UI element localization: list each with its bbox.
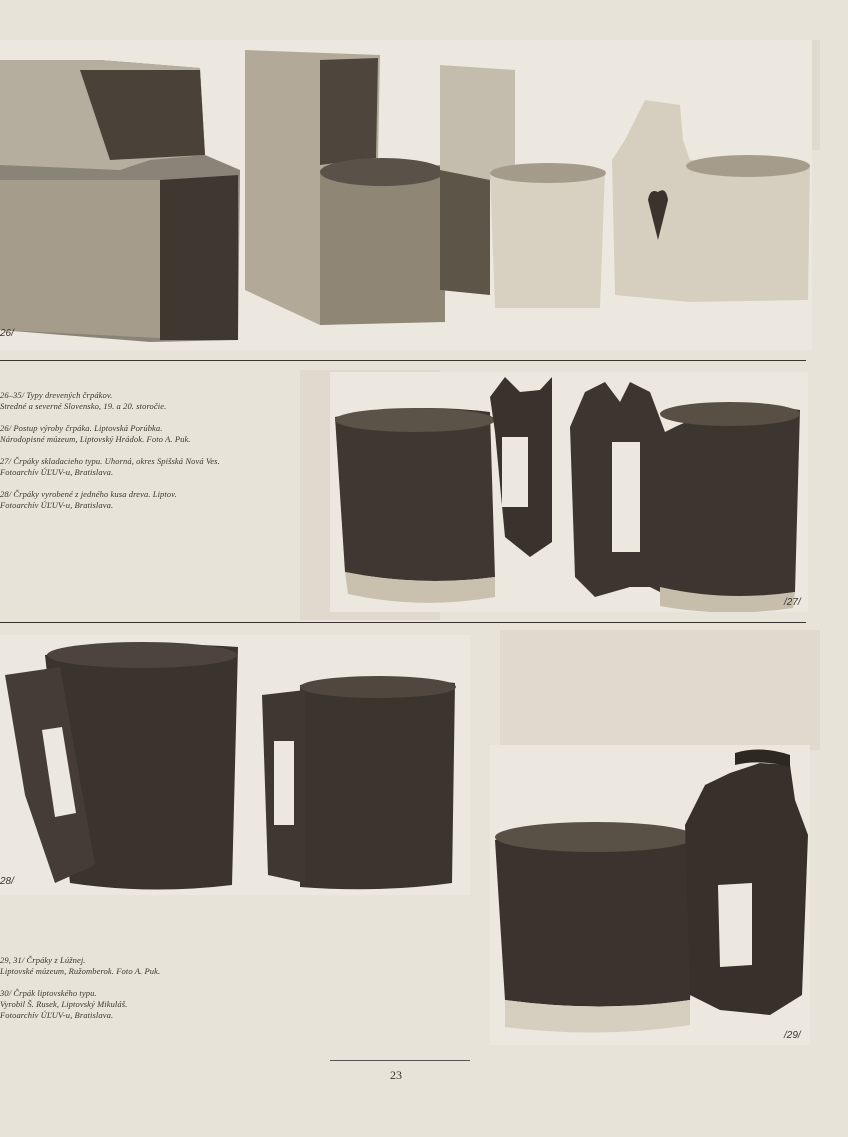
- divider-rule-middle: [0, 622, 806, 623]
- caption-29-31-line2: Liptovské múzeum, Ružomberok. Foto A. Puk.: [0, 966, 161, 976]
- caption-27-line1: 27/ Črpáky skladacieho typu. Uhorná, okres Spišská Nová Ves.: [0, 456, 220, 466]
- caption-29-31-line1: 29, 31/ Črpáky z Lúžnej.: [0, 955, 86, 965]
- folio-rule: [330, 1060, 470, 1061]
- caption-29-31: [0, 955, 280, 977]
- caption-30-line1: 30/ Črpák liptovského typu.: [0, 988, 97, 998]
- caption-26-35: [0, 390, 280, 412]
- page-number: 23: [390, 1068, 402, 1082]
- caption-26-line2: Národopisné múzeum, Liptovský Hrádok. Foto A. Puk.: [0, 434, 191, 444]
- liptov-cup-image: [490, 745, 810, 1045]
- caption-26-35-title: 26–35/ Typy drevených črpákov.: [0, 390, 113, 400]
- caption-27: [0, 456, 280, 478]
- caption-30-line3: Fotoarchív ÚĽUV-u, Bratislava.: [0, 1010, 114, 1020]
- photo-29-liptov-cup: [490, 745, 810, 1045]
- photo-26-carving-stages: [0, 40, 812, 350]
- one-piece-cups-image: [0, 635, 470, 895]
- bleed-through-text: [500, 630, 820, 750]
- caption-26: [0, 423, 280, 445]
- photo-29-label: /29/: [784, 1030, 801, 1041]
- captions-top: [0, 390, 280, 522]
- folding-cups-image: [330, 372, 808, 612]
- caption-26-35-sub: Stredné a severné Slovensko, 19. a 20. storočie.: [0, 401, 167, 411]
- divider-rule-top: [0, 360, 806, 361]
- caption-28-line1: 28/ Črpáky vyrobené z jedného kusa dreva. Liptov.: [0, 489, 177, 499]
- caption-28-line2: Fotoarchív ÚĽUV-u, Bratislava.: [0, 500, 114, 510]
- caption-30: [0, 988, 280, 1021]
- caption-27-line2: Fotoarchív ÚĽUV-u, Bratislava.: [0, 467, 114, 477]
- photo-28-one-piece-cups: [0, 635, 470, 895]
- photo-28-label: 28/: [0, 876, 14, 887]
- caption-28: [0, 489, 280, 511]
- photo-26-label: 26/: [0, 328, 14, 339]
- photo-27-label: /27/: [784, 597, 801, 608]
- caption-30-line2: Vyrobil Š. Rusek, Liptovský Mikuláš.: [0, 999, 128, 1009]
- photo-27-folding-cups: [330, 372, 808, 612]
- captions-bottom: [0, 955, 280, 1032]
- caption-26-line1: 26/ Postup výroby črpáka. Liptovská Porúbka.: [0, 423, 163, 433]
- carving-stages-image: [0, 40, 812, 350]
